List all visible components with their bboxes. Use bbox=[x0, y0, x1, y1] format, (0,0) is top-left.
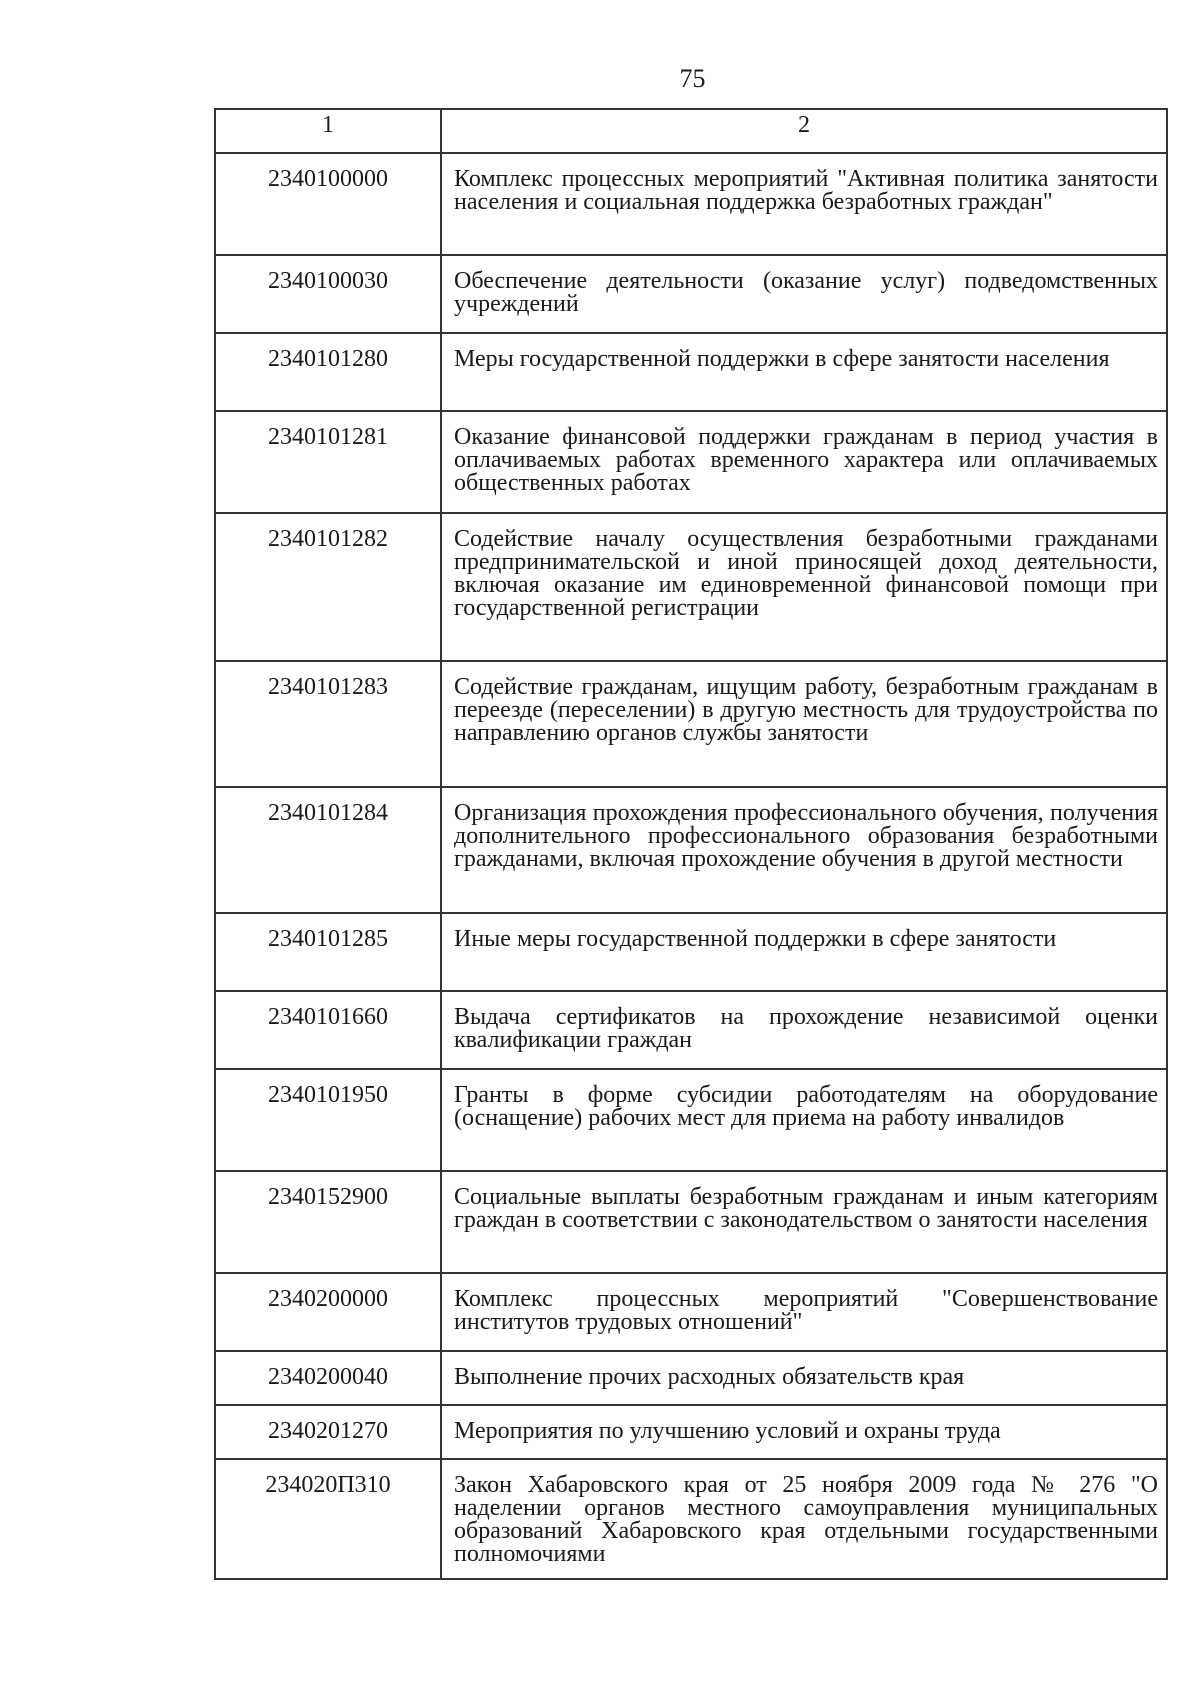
description-cell: Содействие гражданам, ищущим работу, безработным гражданам в переезде (переселении) в другую местность для трудоустройства по направлению органов службы занятости bbox=[441, 661, 1167, 787]
table-row bbox=[215, 411, 1167, 513]
description-cell: Обеспечение деятельности (оказание услуг) подведомственных учреждений bbox=[441, 255, 1167, 333]
table-row bbox=[215, 1171, 1167, 1273]
page-number: 75 bbox=[679, 64, 706, 93]
code-cell: 2340100030 bbox=[215, 255, 441, 333]
code-cell: 2340101285 bbox=[215, 913, 441, 991]
table-row bbox=[215, 1351, 1167, 1405]
column-header-2: 2 bbox=[441, 109, 1167, 153]
table-row bbox=[215, 661, 1167, 787]
description-cell: Выполнение прочих расходных обязательств края bbox=[441, 1351, 1167, 1405]
description-cell: Меры государственной поддержки в сфере занятости населения bbox=[441, 333, 1167, 411]
code-cell: 2340101660 bbox=[215, 991, 441, 1069]
description-cell: Иные меры государственной поддержки в сфере занятости bbox=[441, 913, 1167, 991]
description-cell: Оказание финансовой поддержки гражданам в период участия в оплачиваемых работах временного характера или оплачиваемых общественных работах bbox=[441, 411, 1167, 513]
code-cell: 2340101280 bbox=[215, 333, 441, 411]
description-cell: Гранты в форме субсидии работодателям на оборудование (оснащение) рабочих мест для приема на работу инвалидов bbox=[441, 1069, 1167, 1171]
code-cell: 2340101281 bbox=[215, 411, 441, 513]
table-row bbox=[215, 255, 1167, 333]
description-cell: Социальные выплаты безработным гражданам и иным категориям граждан в соответствии с законодательством о занятости населения bbox=[441, 1171, 1167, 1273]
code-cell: 2340101950 bbox=[215, 1069, 441, 1171]
code-cell: 2340100000 bbox=[215, 153, 441, 255]
description-cell: Мероприятия по улучшению условий и охраны труда bbox=[441, 1405, 1167, 1459]
code-cell: 2340101284 bbox=[215, 787, 441, 913]
description-cell: Организация прохождения профессионального обучения, получения дополнительного профессионального образования безработными гражданами, включая прохождение обучения в другой местности bbox=[441, 787, 1167, 913]
description-cell: Выдача сертификатов на прохождение независимой оценки квалификации граждан bbox=[441, 991, 1167, 1069]
table-row bbox=[215, 913, 1167, 991]
table-header-row bbox=[215, 109, 1167, 153]
description-cell: Закон Хабаровского края от 25 ноября 2009 года № 276 "О наделении органов местного самоуправления муниципальных образований Хабаровского края отдельными государственными полномочиями bbox=[441, 1459, 1167, 1579]
code-cell: 2340152900 bbox=[215, 1171, 441, 1273]
column-header-1: 1 bbox=[215, 109, 441, 153]
table-row bbox=[215, 991, 1167, 1069]
table-row bbox=[215, 1405, 1167, 1459]
code-cell: 234020П310 bbox=[215, 1459, 441, 1579]
budget-code-table bbox=[214, 108, 1168, 1580]
table-row bbox=[215, 153, 1167, 255]
table-row bbox=[215, 513, 1167, 661]
description-cell: Содействие началу осуществления безработными гражданами предпринимательской и иной приносящей доход деятельности, включая оказание им единовременной финансовой помощи при государственной регистрации bbox=[441, 513, 1167, 661]
description-cell: Комплекс процессных мероприятий "Совершенствование институтов трудовых отношений" bbox=[441, 1273, 1167, 1351]
table-row bbox=[215, 1273, 1167, 1351]
code-cell: 2340200040 bbox=[215, 1351, 441, 1405]
table-row bbox=[215, 787, 1167, 913]
description-cell: Комплекс процессных мероприятий "Активная политика занятости населения и социальная поддержка безработных граждан" bbox=[441, 153, 1167, 255]
code-cell: 2340201270 bbox=[215, 1405, 441, 1459]
code-cell: 2340101283 bbox=[215, 661, 441, 787]
table-row bbox=[215, 1069, 1167, 1171]
code-cell: 2340200000 bbox=[215, 1273, 441, 1351]
table-row bbox=[215, 333, 1167, 411]
table-row bbox=[215, 1459, 1167, 1579]
code-cell: 2340101282 bbox=[215, 513, 441, 661]
